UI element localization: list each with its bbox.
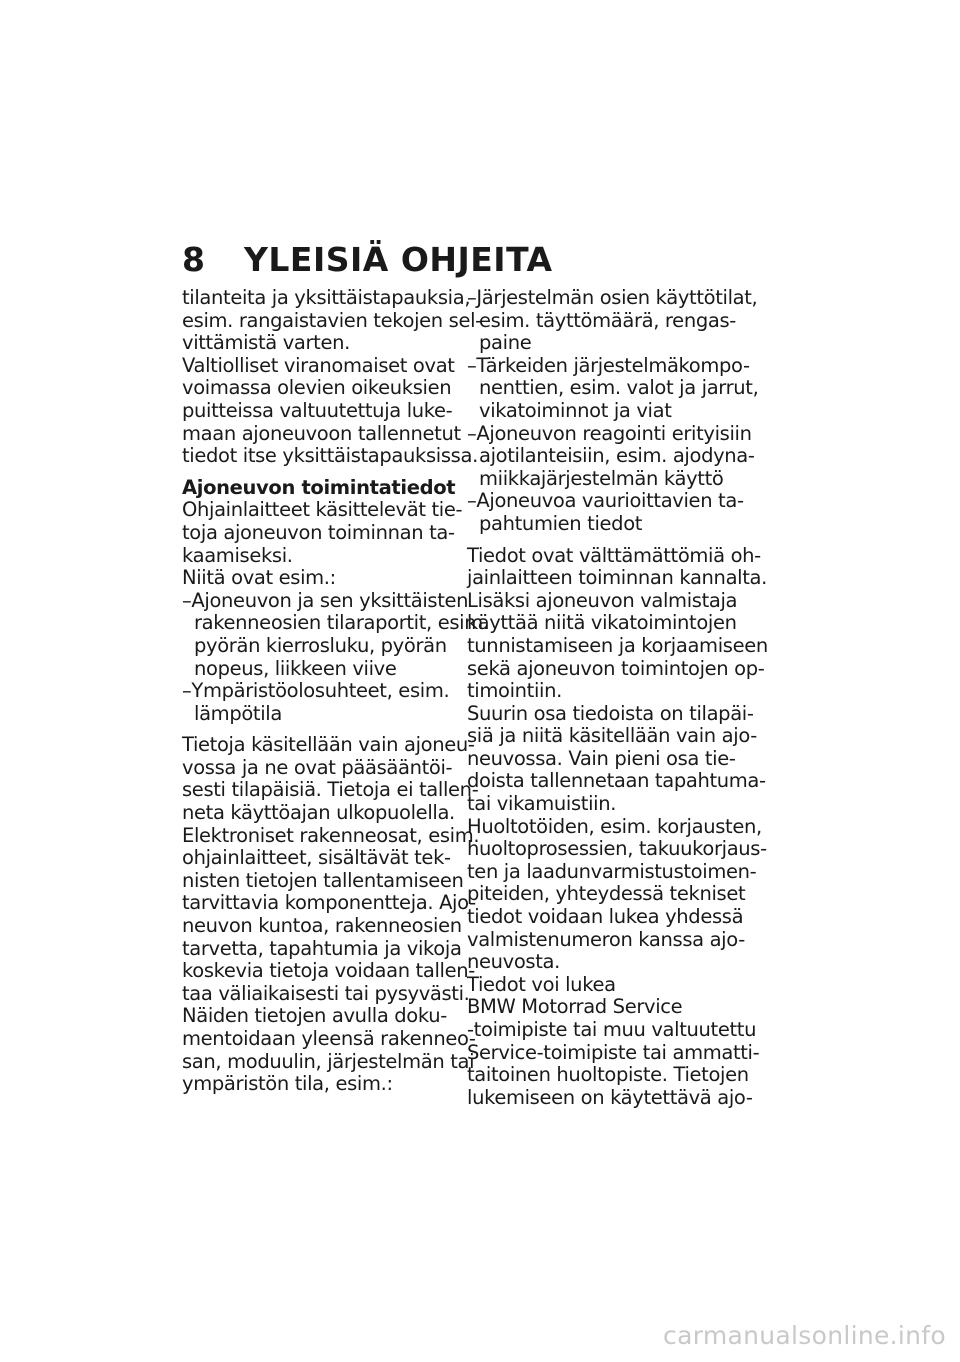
body-text-line: jainlaitteen toiminnan kannalta. [467, 566, 767, 590]
body-text-line: tunnistamiseen ja korjaamiseen [467, 633, 768, 657]
body-text-line: valmistenumeron kanssa ajo- [467, 927, 745, 951]
body-text-line: kaamiseksi. [182, 543, 293, 567]
list-item-continuation: ajotilanteisiin, esim. ajodyna- [479, 444, 755, 468]
chapter-title: YLEISIÄ OHJEITA [244, 240, 553, 279]
list-item: –Ajoneuvon reagointi erityisiin [467, 421, 752, 445]
chapter-number: 8 [182, 240, 206, 279]
body-text-line: Suurin osa tiedoista on tilapäi- [467, 701, 754, 725]
body-text-line: Service-toimipiste tai ammatti- [467, 1040, 760, 1064]
list-item-continuation: lämpötila [194, 701, 282, 725]
body-text-line: doista tallennetaan tapahtuma- [467, 769, 766, 793]
body-text-line: maan ajoneuvoon tallennetut [182, 421, 461, 445]
list-item-continuation: pahtumien tiedot [479, 511, 643, 535]
body-text-line: tiedot voidaan lukea yhdessä [467, 905, 744, 929]
body-text-line: timointiin. [467, 679, 562, 703]
body-text-line: tilanteita ja yksittäistapauksia, [182, 286, 471, 309]
body-text-line: neuvosta. [467, 950, 560, 974]
watermark-text: carmanualsonline.info [663, 1321, 946, 1350]
list-item: –Tärkeiden järjestelmäkompo- [467, 353, 750, 377]
body-text-line: neta käyttöajan ulkopuolella. [182, 801, 455, 825]
list-item-continuation: rakenneosien tilaraportit, esim. [194, 611, 489, 635]
body-text-line: siä ja niitä käsitellään vain ajo- [467, 724, 757, 748]
list-item: –Ajoneuvon ja sen yksittäisten [182, 588, 469, 612]
body-text-line: Näiden tietojen avulla doku- [182, 1004, 447, 1028]
list-item: –Ajoneuvoa vaurioittavien ta- [467, 489, 744, 513]
body-text-line: taitoinen huoltopiste. Tietojen [467, 1063, 749, 1087]
body-text-line: Lisäksi ajoneuvon valmistaja [467, 588, 738, 612]
list-item-continuation: nenttien, esim. valot ja jarrut, [479, 376, 759, 400]
body-text-line: tai vikamuistiin. [467, 792, 617, 816]
body-text-line: Elektroniset rakenneosat, esim. [182, 823, 480, 847]
body-text-line: tiedot itse yksittäistapauksissa. [182, 444, 478, 468]
body-text-line: Tietoja käsitellään vain ajoneu- [182, 733, 475, 757]
list-item-continuation: miikkajärjestelmän käyttö [479, 466, 724, 490]
body-text-line: ohjainlaitteet, sisältävät tek- [182, 846, 451, 870]
chapter-heading [182, 240, 553, 280]
list-item: –Ympäristöolosuhteet, esim. [182, 679, 450, 703]
body-text-line: Niitä ovat esim.: [182, 566, 336, 590]
list-item-continuation: paine [479, 331, 532, 355]
body-text-line: ympäristön tila, esim.: [182, 1072, 393, 1096]
body-text-line: esim. rangaistavien tekojen sel- [182, 308, 482, 332]
body-text-line: taa väliaikaisesti tai pysyvästi. [182, 981, 470, 1005]
body-text-line: Tiedot voi lukea [467, 972, 616, 996]
body-text-line: Tiedot ovat välttämättömiä oh- [467, 543, 761, 567]
body-text-line: vossa ja ne ovat pääsääntöi- [182, 755, 453, 779]
list-item-continuation: pyörän kierrosluku, pyörän [194, 633, 447, 657]
body-text-line: tarvetta, tapahtumia ja vikoja [182, 936, 462, 960]
body-text-line: sesti tilapäisiä. Tietoja ei tallen- [182, 778, 479, 802]
list-item: –Järjestelmän osien käyttötilat, [467, 286, 758, 309]
body-text-line: Valtiolliset viranomaiset ovat [182, 353, 455, 377]
body-text-line: -toimipiste tai muu valtuutettu [467, 1018, 757, 1041]
body-text-line: lukemiseen on käytettävä ajo- [467, 1085, 753, 1109]
right-text-column [467, 286, 768, 1109]
body-text-line: toja ajoneuvon toiminnan ta- [182, 520, 455, 544]
body-text-line: käyttää niitä vikatoimintojen [467, 611, 737, 635]
body-text-line: mentoidaan yleensä rakenneo- [182, 1027, 476, 1050]
body-text-line: nisten tietojen tallentamiseen [182, 868, 464, 892]
body-text-line: neuvossa. Vain pieni osa tie- [467, 746, 736, 770]
body-text-line: san, moduulin, järjestelmän tai [182, 1049, 475, 1073]
list-item-continuation: vikatoiminnot ja viat [479, 398, 672, 422]
body-text-line: Huoltotöiden, esim. korjausten, [467, 814, 762, 838]
body-text-line: neuvon kuntoa, rakenneosien [182, 914, 462, 938]
body-text-line: voimassa olevien oikeuksien [182, 376, 452, 400]
body-text-line: vittämistä varten. [182, 331, 350, 355]
body-text-line: koskevia tietoja voidaan tallen- [182, 959, 475, 983]
body-text-line: Ohjainlaitteet käsittelevät tie- [182, 498, 463, 522]
body-text-line: puitteissa valtuutettuja luke- [182, 398, 453, 422]
left-text-column [182, 286, 489, 1096]
list-item-continuation: esim. täyttömäärä, rengas- [479, 308, 736, 332]
body-text-line: tarvittavia komponentteja. Ajo- [182, 891, 476, 915]
section-subheading: Ajoneuvon toimintatiedot [182, 475, 456, 499]
list-item-continuation: nopeus, liikkeen viive [194, 656, 397, 680]
body-text-line: sekä ajoneuvon toimintojen op- [467, 656, 765, 680]
body-text-line: huoltoprosessien, takuukorjaus- [467, 837, 767, 861]
body-text-line: ten ja laadunvarmistustoimen- [467, 859, 757, 883]
body-text-line: piteiden, yhteydessä tekniset [467, 882, 746, 906]
body-text-line: BMW Motorrad Service [467, 995, 683, 1019]
